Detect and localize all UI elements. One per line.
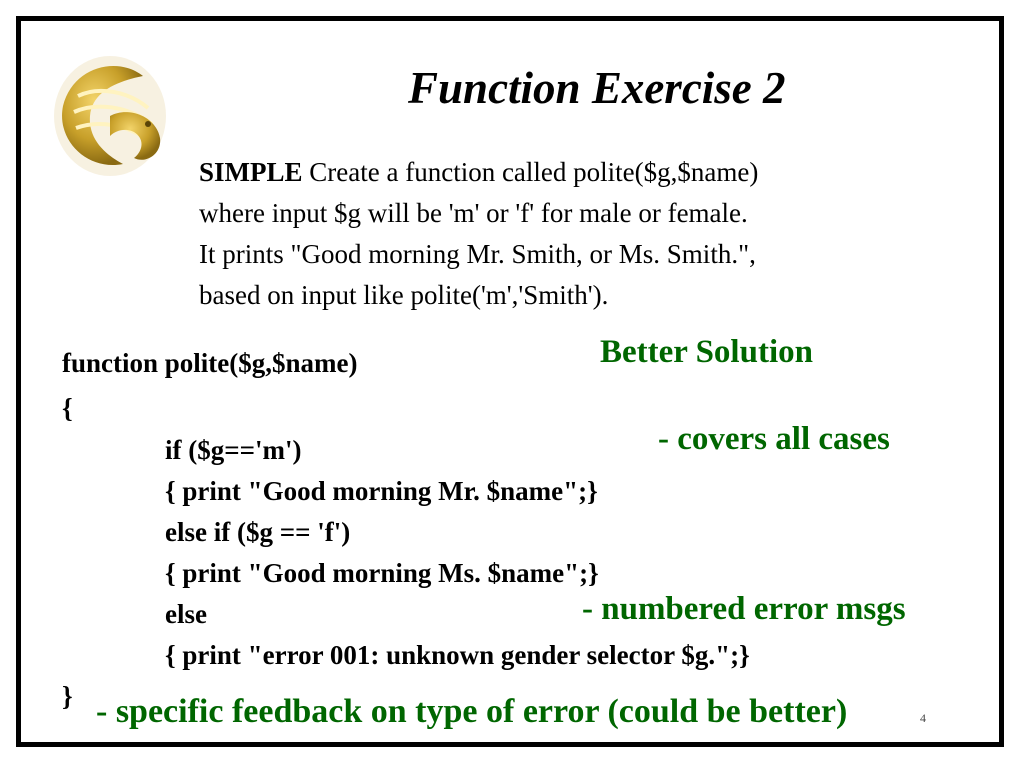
code-line: { print "error 001: unknown gender selector $g.";} <box>165 640 750 670</box>
description-line-4: based on input like polite('m','Smith'). <box>199 280 609 310</box>
code-line: { print "Good morning Mr. $name";} <box>165 476 598 506</box>
exercise-description <box>199 152 959 316</box>
description-line-1-text: Create a function called polite($g,$name) <box>302 157 759 187</box>
code-line: else if ($g == 'f') <box>165 517 351 547</box>
code-line: } <box>62 681 73 711</box>
covers-all-cases-note: - covers all cases <box>658 421 890 457</box>
code-line: if ($g=='m') <box>165 435 302 465</box>
pegasus-logo-icon <box>48 46 178 182</box>
slide-number: 4 <box>920 711 926 725</box>
slide-title: Function Exercise 2 <box>408 63 786 113</box>
description-line-1 <box>199 152 959 193</box>
better-solution-note: Better Solution <box>600 334 813 370</box>
code-line: { print "Good morning Ms. $name";} <box>165 558 599 588</box>
numbered-errors-note: - numbered error msgs <box>582 591 906 627</box>
description-line-2: where input $g will be 'm' or 'f' for male or female. <box>199 198 748 228</box>
specific-feedback-note: - specific feedback on type of error (could be better) <box>96 693 848 730</box>
code-line: else <box>165 599 207 629</box>
simple-keyword: SIMPLE <box>199 157 303 187</box>
code-line: { <box>62 393 73 423</box>
code-line: function polite($g,$name) <box>62 348 358 378</box>
description-line-3: It prints "Good morning Mr. Smith, or Ms. Smith.", <box>199 239 756 269</box>
